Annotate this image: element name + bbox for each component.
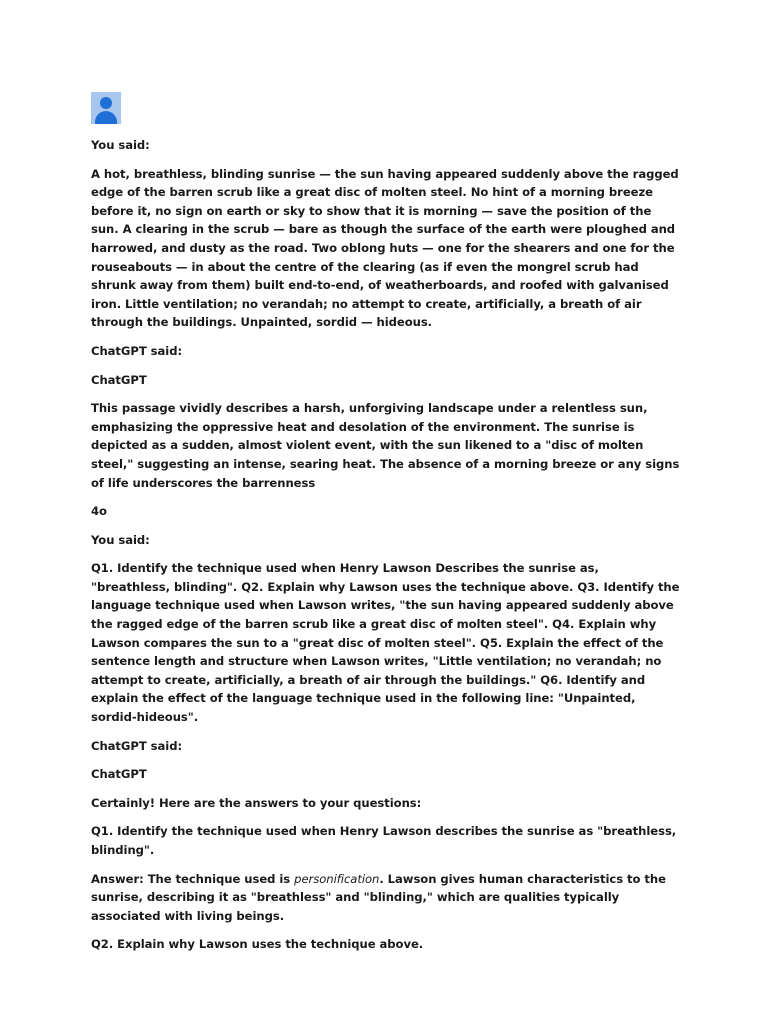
avatar-head xyxy=(100,97,112,109)
answer-a1-after: . Lawson gives human characteristics to the sunrise, describing it as "breathless" and "blinding," which are qualities typically associated with living beings. xyxy=(91,871,666,923)
speaker-label-assistant-1: ChatGPT said: xyxy=(91,343,183,358)
avatar-shoulders xyxy=(95,111,117,124)
assistant-name-2: ChatGPT xyxy=(91,767,147,782)
user-avatar-icon xyxy=(91,92,121,124)
answer-a1 xyxy=(91,870,681,926)
model-label: 4o xyxy=(91,504,107,519)
user-message-2: Q1. Identify the technique used when Henry Lawson Describes the sunrise as, "breathless, blinding". Q2. Explain why Lawson uses the technique above. Q3. Identify the language technique used when Lawson writes, "the sun having appeared suddenly above the ragged edge of the barren scrub like a great disc of molten steel". Q4. Explain why Lawson compares the sun to a "great disc of molten steel". Q5. Explain the effect of the sentence length and structure when Lawson writes, "Little ventilation; no verandah; no attempt to create, artificially, a breath of air through the buildings." Q6. Identify and explain the effect of the language technique used in the following line: "Unpainted, sordid-hideous". xyxy=(91,561,680,725)
speaker-label-assistant-2: ChatGPT said: xyxy=(91,738,183,753)
assistant-name-1: ChatGPT xyxy=(91,372,147,387)
question-q1: Q1. Identify the technique used when Henry Lawson describes the sunrise as "breathless, blinding". xyxy=(91,824,677,857)
answer-a1-before: Answer: The technique used is xyxy=(91,871,295,886)
document-page xyxy=(91,92,681,964)
speaker-label-user-1: You said: xyxy=(91,138,150,152)
user-message-1: A hot, breathless, blinding sunrise — the sun having appeared suddenly above the ragged edge of the barren scrub like a great disc of molten steel. No hint of a morning breeze before it, no sign on earth or sky to show that it is morning — save the position of the sun. A clearing in the scrub — bare as though the surface of the earth were ploughed and harrowed, and dusty as the road. Two oblong huts — one for the shearers and one for the rouseabouts — in about the centre of the clearing (as if even the mongrel scrub had shrunk away from them) built end-to-end, of weatherboards, and roofed with galvanised iron. Little ventilation; no verandah; no attempt to create, artificially, a breath of air through the buildings. Unpainted, sordid — hideous. xyxy=(91,166,679,330)
question-q2: Q2. Explain why Lawson uses the technique above. xyxy=(91,937,424,952)
assistant-intro: Certainly! Here are the answers to your questions: xyxy=(91,795,422,810)
speaker-label-user-2: You said: xyxy=(91,532,150,547)
assistant-message-1: This passage vividly describes a harsh, unforgiving landscape under a relentless sun, emphasizing the oppressive heat and desolation of the environment. The sunrise is depicted as a sudden, almost violent event, with the sun likened to a "disc of molten steel," suggesting an intense, searing heat. The absence of a morning breeze or any signs of life underscores the barrenness xyxy=(91,401,680,490)
answer-a1-term: personification xyxy=(294,871,380,886)
